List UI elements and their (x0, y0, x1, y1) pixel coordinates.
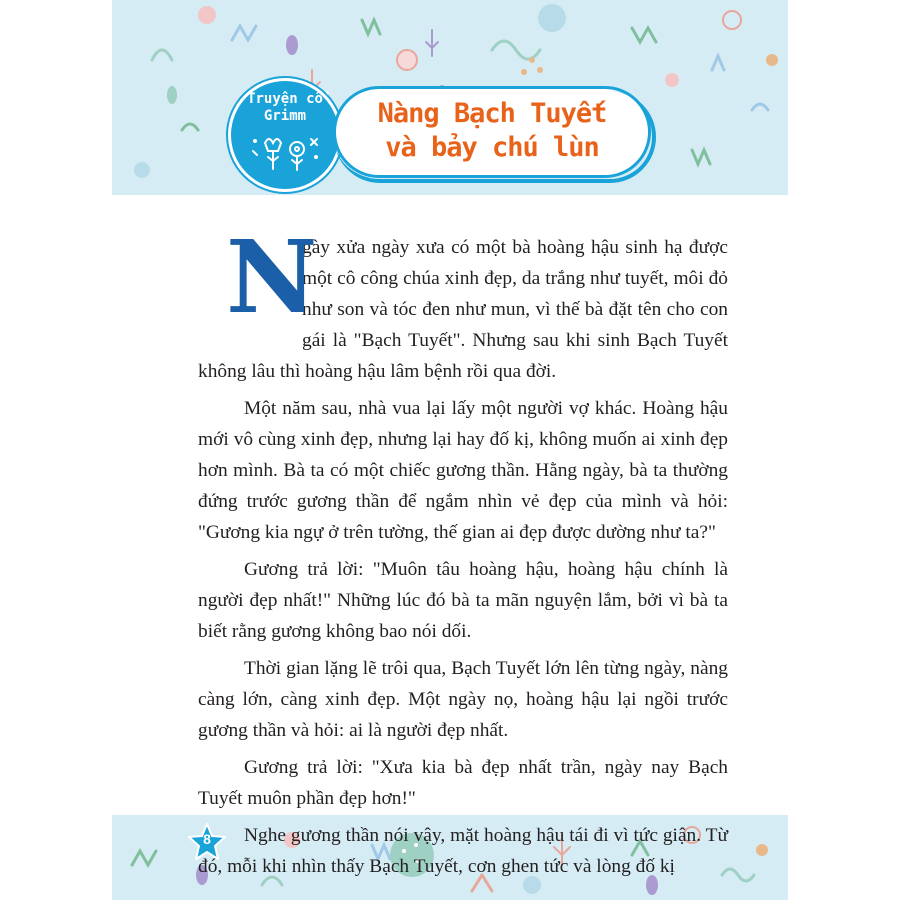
story-title-box (333, 86, 651, 178)
story-paragraph: Nghe gương thần nói vậy, mặt hoàng hậu tái đi vì tức giận. Từ đó, mỗi khi nhìn thấy Bạch Tuyết, cơn ghen tức và lòng đố kị (198, 825, 728, 877)
story-title-line1: Nàng Bạch Tuyết (377, 98, 607, 129)
flower-icon (231, 81, 339, 189)
drop-cap (226, 218, 318, 336)
story-title (336, 97, 648, 165)
story-paragraph: Gương trả lời: "Muôn tâu hoàng hậu, hoàng hậu chính là người đẹp nhất!" Những lúc đó bà ta mãn nguyện lắm, bởi vì bà ta biết rằng gương không bao nói dối. (198, 559, 728, 642)
page-number: 8 (203, 831, 211, 847)
story-paragraph: Một năm sau, nhà vua lại lấy một người vợ khác. Hoàng hậu mới vô cùng xinh đẹp, nhưng lại hay đố kị, không muốn ai xinh đẹp hơn mình. Bà ta có một chiếc gương thần. Hằng ngày, bà ta thường đứng trước gương thần để ngắm nhìn vẻ đẹp của mình và hỏi: "Gương kia ngự ở trên tường, thế gian ai đẹp được dường như ta?" (198, 398, 728, 543)
story-paragraph (198, 218, 728, 387)
series-badge (228, 78, 342, 192)
story-body (198, 218, 728, 888)
story-title-line2: và bảy chú lùn (385, 132, 599, 163)
page-number-badge (186, 822, 228, 862)
drop-cap-letter: N (226, 218, 318, 336)
story-paragraph: Thời gian lặng lẽ trôi qua, Bạch Tuyết lớn lên từng ngày, nàng càng lớn, càng xinh đẹp. Một ngày nọ, hoàng hậu lại ngồi trước gương thần và hỏi: ai là người đẹp nhất. (198, 658, 728, 741)
series-label: Truyện cổ Grimm (247, 91, 323, 124)
paragraph-1-text: gày xửa ngày xưa có một bà hoàng hậu sinh hạ được một cô công chúa xinh đẹp, da trắng như tuyết, môi đỏ như son và tóc đen như mun, vì thế bà đặt tên cho con gái là "Bạch Tuyết". Nhưng sau khi sinh Bạch Tuyết không lâu thì hoàng hậu lâm bệnh rồi qua đời. (198, 237, 728, 382)
story-paragraph: Gương trả lời: "Xưa kia bà đẹp nhất trần, ngày nay Bạch Tuyết muôn phần đẹp hơn!" (198, 757, 728, 809)
